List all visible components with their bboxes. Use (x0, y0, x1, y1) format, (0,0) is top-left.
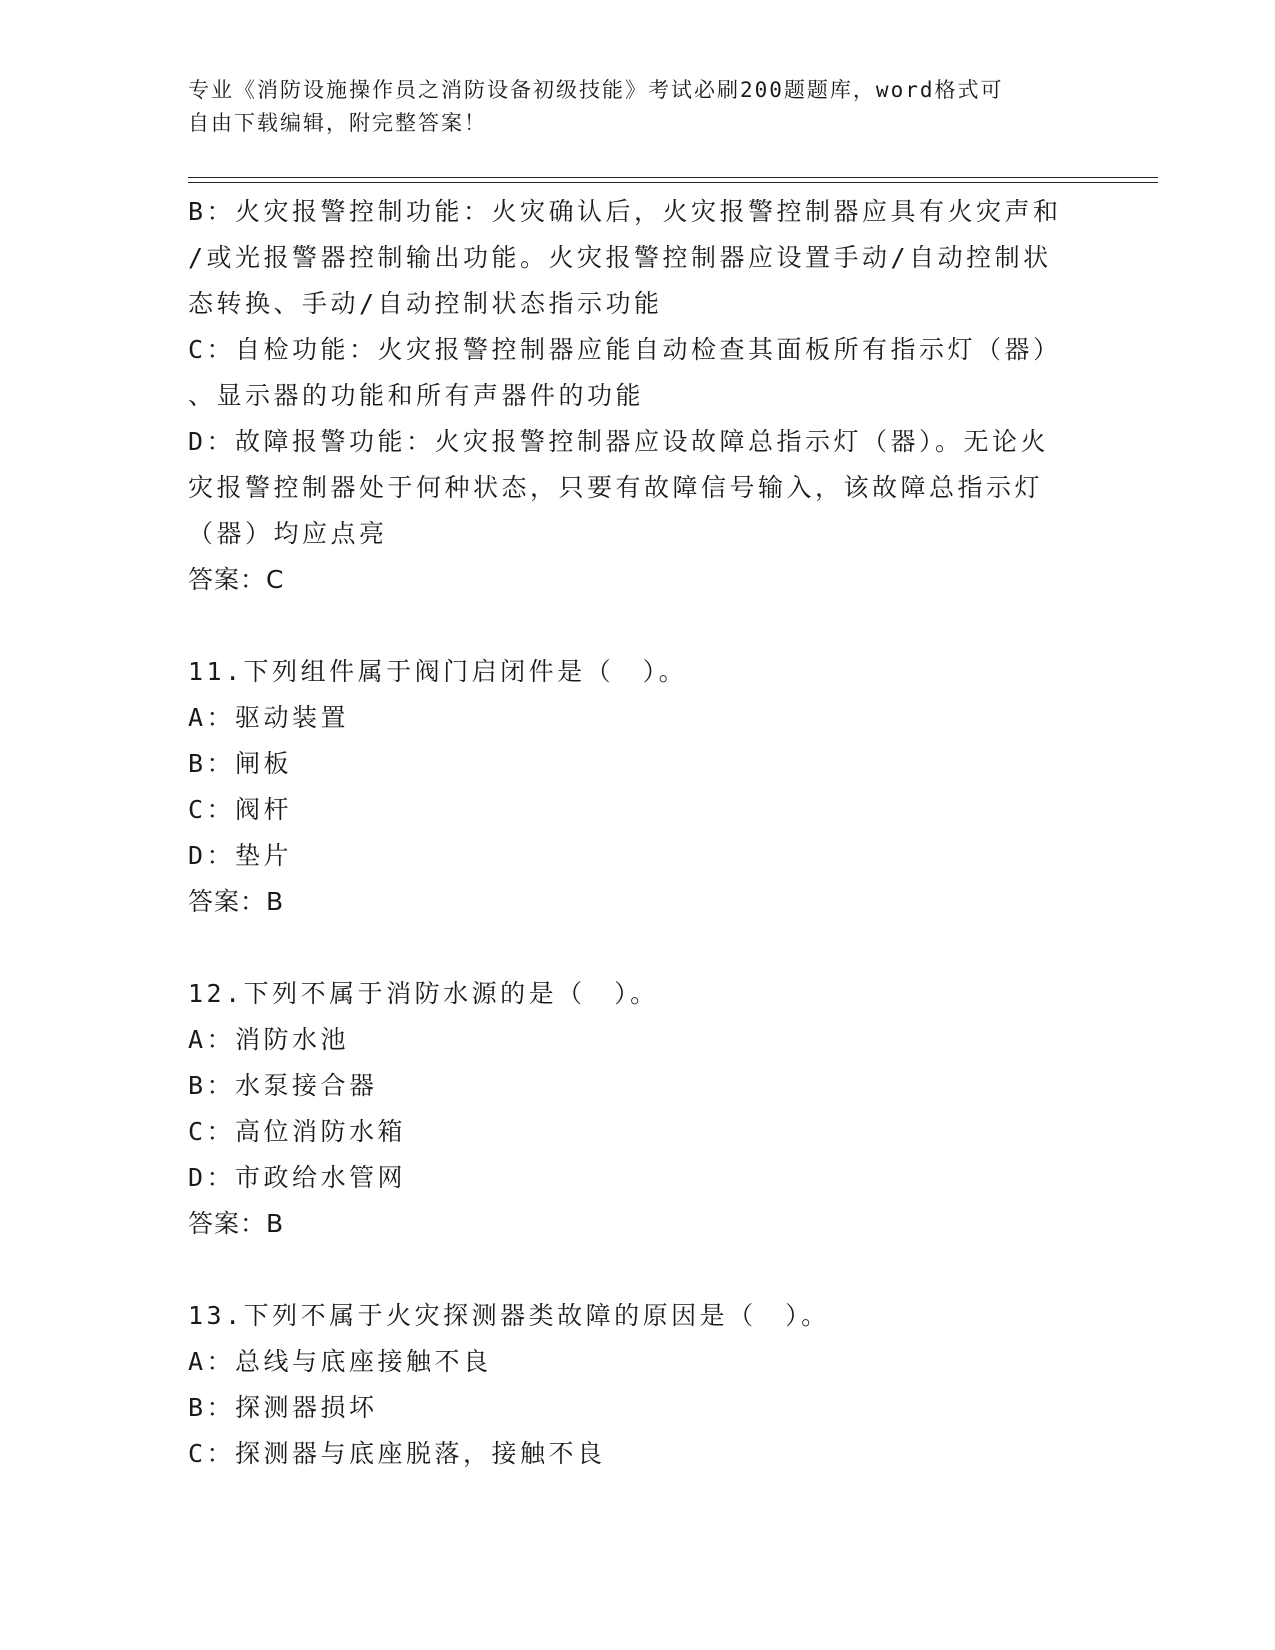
option-d: D：市政给水管网 (188, 1163, 407, 1192)
option-d-line: D：故障报警功能：火灾报警控制器应设故障总指示灯（器）。无论火 (188, 427, 1050, 456)
option-a: A：消防水池 (188, 1025, 350, 1054)
question-stem: 12.下列不属于消防水源的是（ ）。 (188, 979, 659, 1008)
spacer (188, 925, 1088, 971)
option-c-line: 、显示器的功能和所有声器件的功能 (188, 381, 645, 410)
question-11 (188, 649, 1088, 925)
option-d: D：垫片 (188, 841, 293, 870)
page-header (188, 74, 1088, 140)
document-body (188, 189, 1088, 1477)
question-12 (188, 971, 1088, 1247)
option-b-line: B：火灾报警控制功能：火灾确认后，火灾报警控制器应具有火灾声和 (188, 197, 1062, 226)
option-b: B：闸板 (188, 749, 293, 778)
option-d-line: （器）均应点亮 (188, 519, 388, 548)
question-stem: 13.下列不属于火灾探测器类故障的原因是（ ）。 (188, 1301, 830, 1330)
question-13 (188, 1293, 1088, 1477)
option-d-line: 灾报警控制器处于何种状态，只要有故障信号输入，该故障总指示灯 (188, 473, 1044, 502)
answer-line: 答案：B (188, 887, 285, 916)
option-a: A：驱动装置 (188, 703, 350, 732)
option-b-line: /或光报警器控制输出功能。火灾报警控制器应设置手动/自动控制状 (188, 243, 1052, 272)
option-c: C：高位消防水箱 (188, 1117, 407, 1146)
spacer (188, 603, 1088, 649)
spacer (188, 1247, 1088, 1293)
option-a: A：总线与底座接触不良 (188, 1347, 492, 1376)
option-b: B：水泵接合器 (188, 1071, 378, 1100)
answer-line: 答案：C (188, 565, 285, 594)
answer-line: 答案：B (188, 1209, 285, 1238)
header-title-line-1: 专业《消防设施操作员之消防设备初级技能》考试必刷200题题库，word格式可 (188, 78, 1004, 102)
question-stem: 11.下列组件属于阀门启闭件是（ ）。 (188, 657, 688, 686)
question-10-continued (188, 189, 1088, 603)
option-c: C：阀杆 (188, 795, 293, 824)
header-title-line-2: 自由下载编辑，附完整答案！ (188, 111, 487, 135)
option-c: C：探测器与底座脱落，接触不良 (188, 1439, 606, 1468)
header-divider (188, 177, 1158, 183)
option-c-line: C：自检功能：火灾报警控制器应能自动检查其面板所有指示灯（器） (188, 335, 1062, 364)
option-b: B：探测器损坏 (188, 1393, 378, 1422)
option-b-line: 态转换、手动/自动控制状态指示功能 (188, 289, 663, 318)
